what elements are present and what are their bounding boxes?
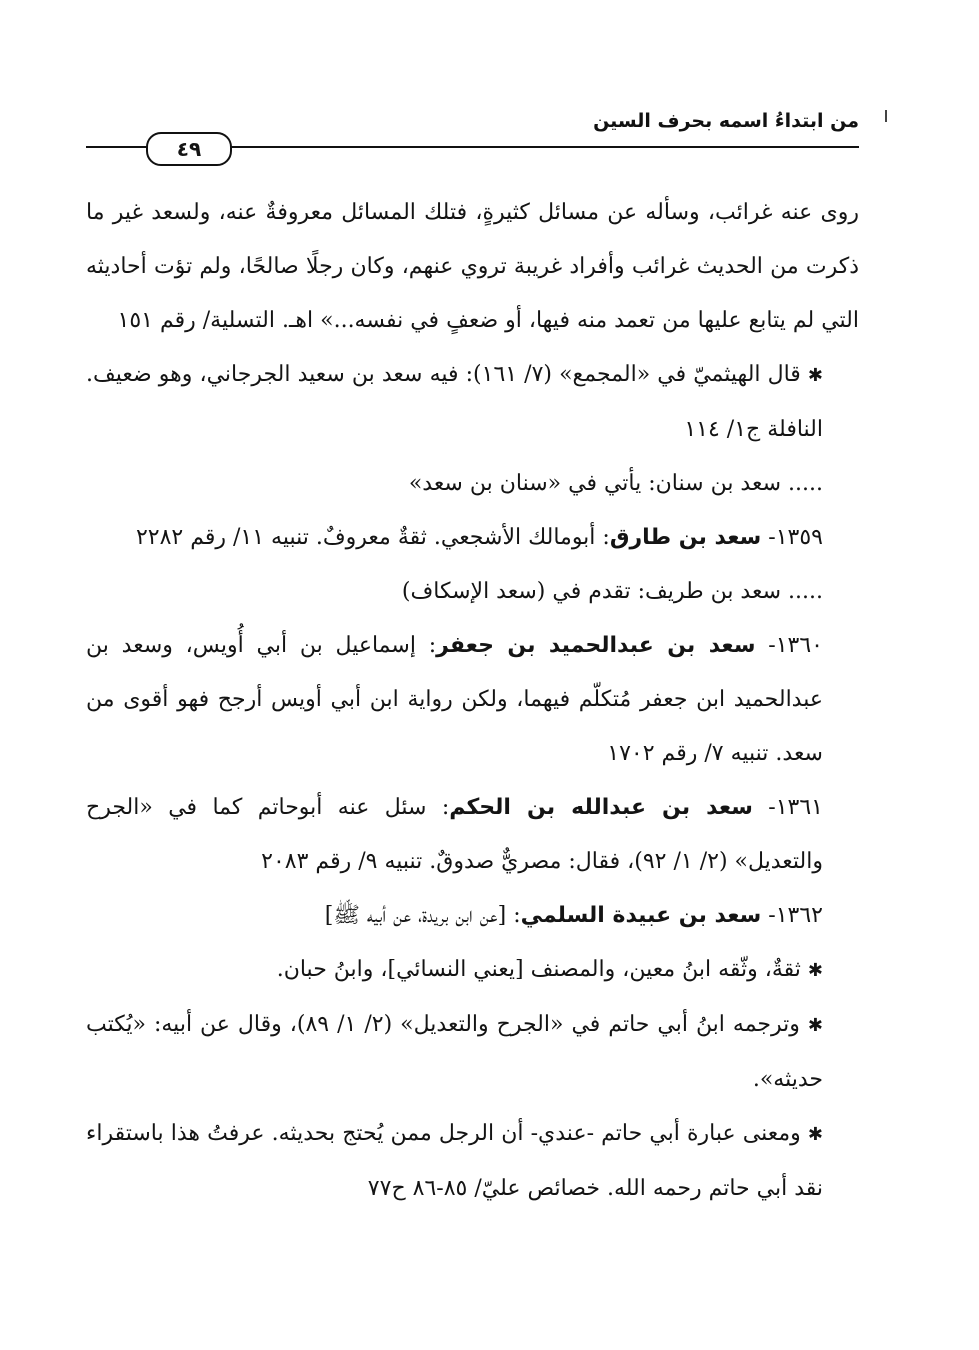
entry-name: سعد بن عبيدة السلمي — [520, 903, 762, 928]
asterisk-icon: ✱ — [807, 960, 823, 981]
entry-number: ١٣٦٠- — [768, 633, 823, 658]
running-title: من ابتداءُ اسمه بحرف السين — [593, 110, 859, 132]
paragraph-text: وترجمه ابنُ أبي حاتم في «الجرح والتعديل» (٢/ ١/ ٨٩)، وقال عن أبيه: «يُكتب حديثه». — [86, 1012, 823, 1092]
entry-name: سعد بن طارق — [609, 525, 762, 550]
paragraph-text: ثقةٌ، وثّقه ابنُ معين، والمصنف [يعني النسائي]، وابنُ حبان. — [276, 957, 801, 982]
entry-1359 — [86, 511, 859, 565]
paragraph-text: قال الهيثميّ في «المجمع» (٧/ ١٦١): فيه سعد بن سعيد الجرجاني، وهو ضعيف. النافلة ج١/ ١١٤ — [86, 362, 823, 442]
paragraph-2 — [86, 348, 859, 457]
scan-edge-mark — [885, 110, 887, 122]
entry-1362 — [86, 889, 859, 943]
paragraph-1 — [86, 186, 859, 348]
body-text — [86, 186, 859, 1216]
entry-name: سعد بن عبدالله بن الحكم — [449, 795, 753, 820]
note-1 — [86, 943, 859, 998]
entry-text: : [عن ابن بريدة، عن أبيه ﷺ] — [324, 903, 521, 928]
paragraph-text: ومعنى عبارة أبي حاتم -عندي- أن الرجل ممن يُحتج بحديثه. عرفتُ هذا باستقراء نقد أبي حاتم رحمه الله. خصائص عليّ/ ٨٥-٨٦ ح٧٧ — [86, 1121, 823, 1201]
page-number: ٤٩ — [146, 132, 232, 166]
entry-name: سعد بن عبدالحميد بن جعفر — [436, 633, 756, 658]
entry-1361 — [86, 781, 859, 889]
entry-number: ١٣٦٢- — [768, 903, 823, 928]
cross-reference-2 — [86, 565, 859, 619]
entry-number: ١٣٥٩- — [768, 525, 823, 550]
paragraph-text: روى عنه غرائب، وسأله عن مسائل كثيرةٍ، فتلك المسائل معروفةٌ عنه، ولسعد غير ما ذكرت من الحديث غرائب وأفراد غريبة تروي عنهم، وكان رجلًا صالحًا، ولم تؤت أحاديثه التي لم يتابع عليها من تعمد منه فيها، أو ضعفٍ في نفسه...» اهـ. التسلية/ رقم ١٥١ — [86, 200, 859, 333]
page-header — [86, 104, 859, 161]
paragraph-text: ..... سعد بن سنان: يأتي في «سنان بن سعد» — [408, 471, 823, 496]
entry-number: ١٣٦١- — [768, 795, 823, 820]
asterisk-icon: ✱ — [807, 1015, 824, 1036]
entry-text: : أبومالك الأشجعي. ثقةٌ معروفٌ. تنبيه ١١/ رقم ٢٢٨٢ — [135, 525, 610, 550]
entry-text: : إسماعيل بن أبي أُويس، وسعد بن عبدالحميد ابن جعفر مُتكلّم فيهما، ولكن رواية ابن أبي أويس أرجح فهو أقوى من سعد. تنبيه ٧/ رقم ١٧٠٢ — [86, 633, 823, 766]
asterisk-icon: ✱ — [807, 1124, 823, 1145]
entry-1360 — [86, 619, 859, 781]
note-2 — [86, 998, 859, 1107]
note-3 — [86, 1107, 859, 1216]
cross-reference-1 — [86, 457, 859, 511]
asterisk-icon: ✱ — [807, 365, 824, 386]
entry-text: : سئل عنه أبوحاتم كما في «الجرح والتعديل» (٢/ ١/ ٩٢)، فقال: مصريٌّ صدوقٌ. تنبيه ٩/ رقم ٢٠٨٣ — [86, 795, 823, 874]
paragraph-text: ..... سعد بن طريف: تقدم في (سعد الإسكاف) — [401, 579, 823, 604]
